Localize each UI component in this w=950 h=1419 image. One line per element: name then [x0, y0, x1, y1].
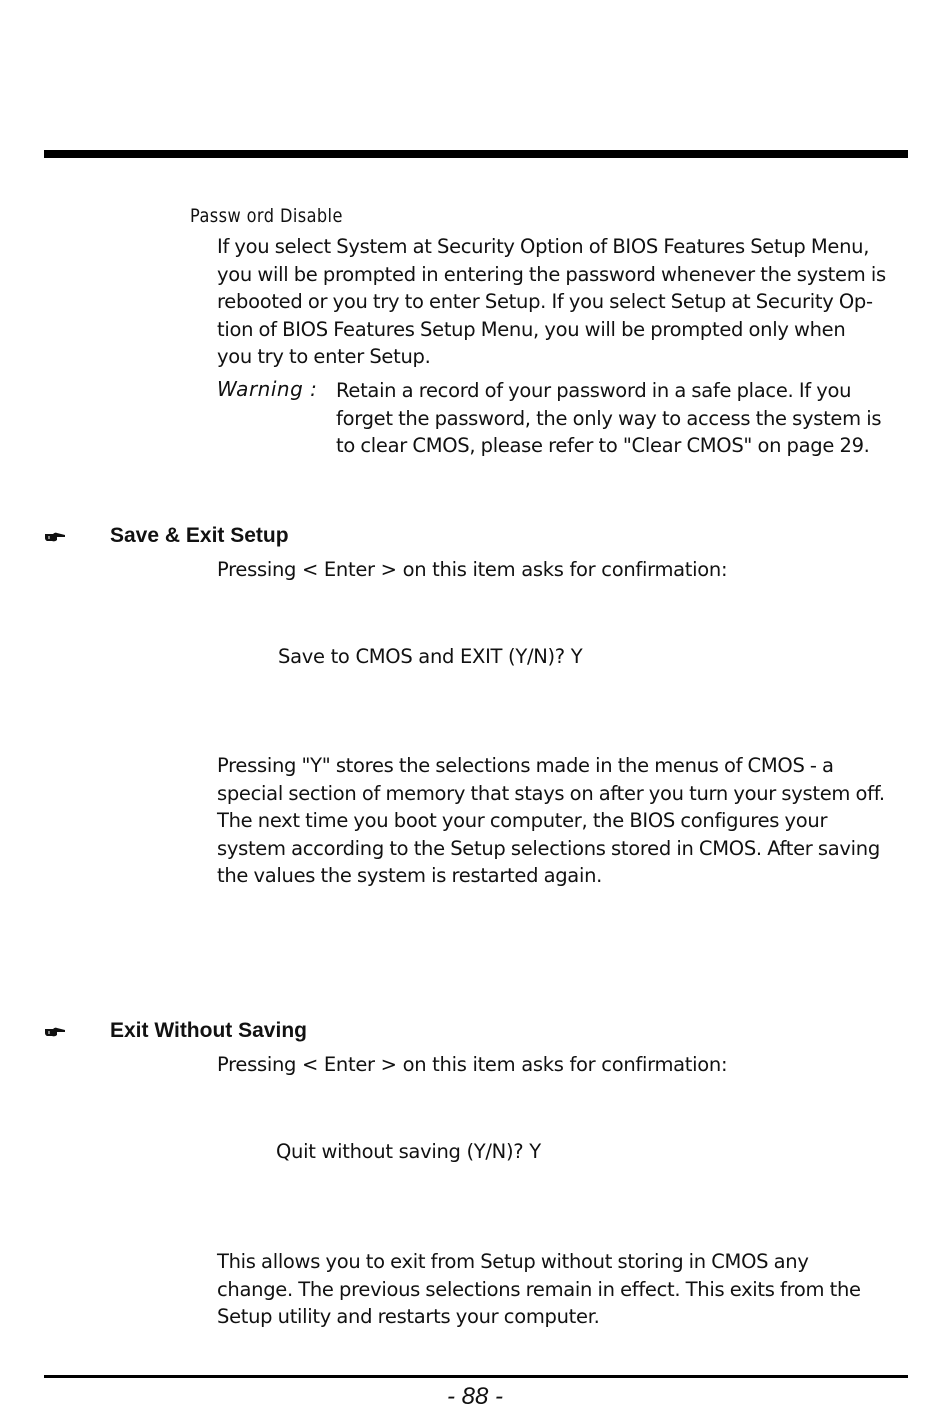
paragraph-line: This allows you to exit from Setup without storing in CMOS any	[217, 1250, 809, 1273]
save-exit-intro: Pressing < Enter > on this item asks for confirmation:	[217, 558, 728, 581]
paragraph-line: Pressing "Y" stores the selections made in the menus of CMOS - a	[217, 754, 834, 777]
pointing-hand-icon	[44, 1026, 66, 1038]
paragraph-line: you will be prompted in entering the password whenever the system is	[217, 262, 886, 286]
exit-without-saving-paragraph	[217, 1248, 907, 1331]
warning-line: to clear CMOS, please refer to "Clear CMOS" on page 29.	[336, 434, 870, 457]
password-disable-paragraph	[217, 233, 907, 371]
exit-without-saving-heading: Exit Without Saving	[110, 1019, 307, 1042]
exit-without-saving-prompt: Quit without saving (Y/N)? Y	[276, 1140, 541, 1163]
paragraph-line: you try to enter Setup.	[217, 345, 431, 368]
paragraph-line: special section of memory that stays on after you turn your system off.	[217, 781, 885, 805]
warning-line: Retain a record of your password in a safe place. If you	[336, 379, 852, 402]
save-exit-prompt: Save to CMOS and EXIT (Y/N)? Y	[278, 645, 583, 668]
paragraph-line: tion of BIOS Features Setup Menu, you will be prompted only when	[217, 317, 846, 341]
save-exit-setup-heading: Save & Exit Setup	[110, 524, 289, 547]
warning-label: Warning :	[217, 377, 318, 401]
warning-text	[336, 377, 906, 460]
paragraph-line: If you select System at Security Option of BIOS Features Setup Menu,	[217, 235, 870, 258]
paragraph-line: change. The previous selections remain in effect. This exits from the	[217, 1277, 861, 1301]
exit-without-saving-intro: Pressing < Enter > on this item asks for confirmation:	[217, 1053, 728, 1076]
bottom-rule	[44, 1375, 908, 1378]
paragraph-line: the values the system is restarted again.	[217, 864, 603, 887]
top-rule	[44, 150, 908, 158]
password-disable-heading: Passw ord Disable	[190, 205, 343, 227]
pointing-hand-icon	[44, 531, 66, 543]
page-number: - 88 -	[446, 1383, 503, 1410]
paragraph-line: rebooted or you try to enter Setup. If you select Setup at Security Op-	[217, 290, 873, 313]
save-exit-paragraph	[217, 752, 907, 890]
paragraph-line: Setup utility and restarts your computer.	[217, 1305, 600, 1328]
paragraph-line: The next time you boot your computer, the BIOS configures your	[217, 809, 828, 832]
paragraph-line: system according to the Setup selections stored in CMOS. After saving	[217, 836, 880, 860]
warning-line: forget the password, the only way to access the system is	[336, 406, 882, 430]
